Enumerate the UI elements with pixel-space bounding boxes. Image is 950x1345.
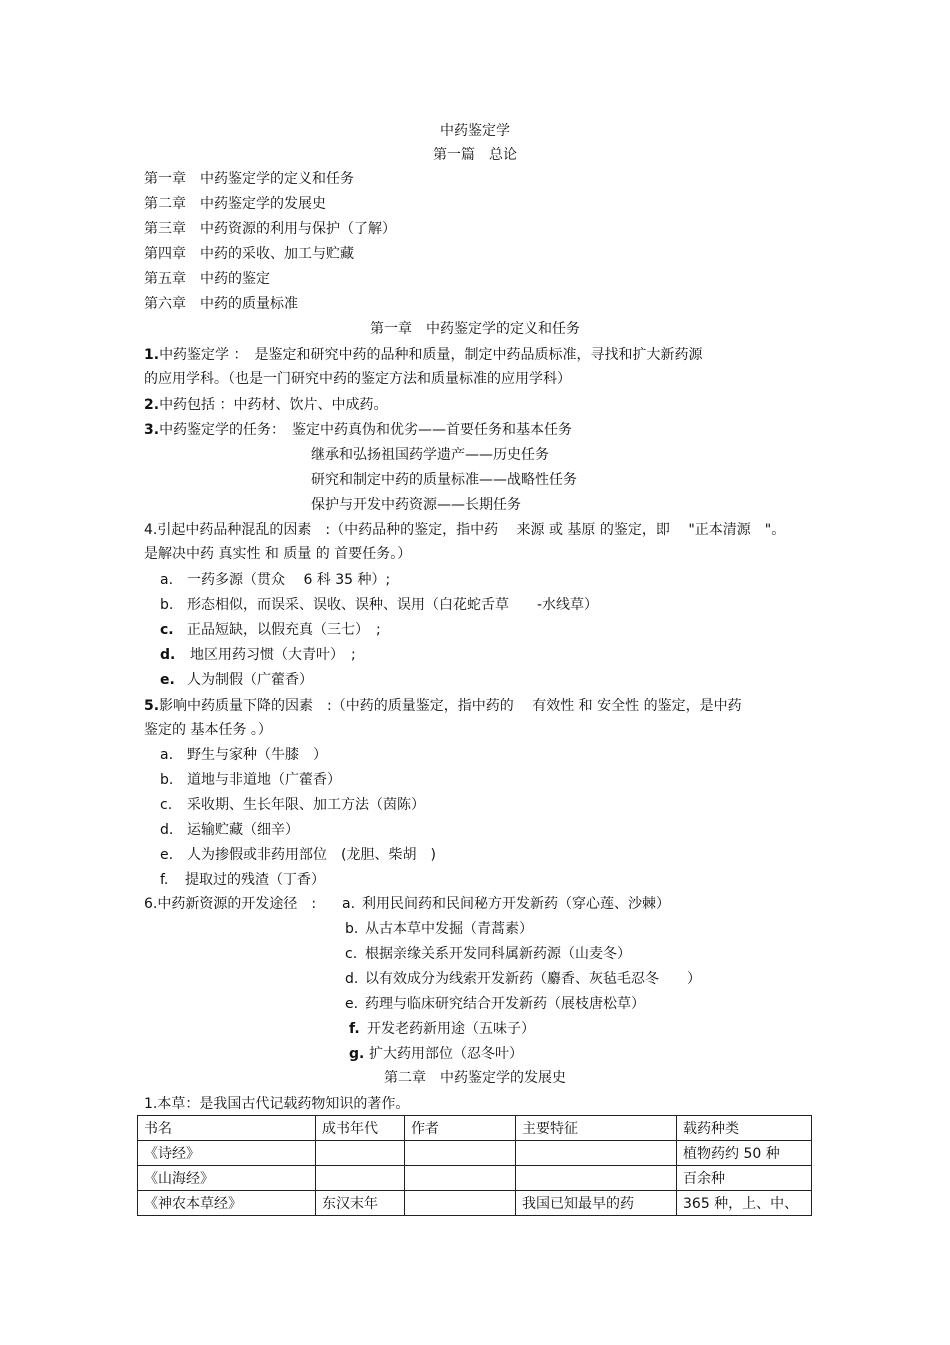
resource-item xyxy=(345,970,701,988)
item-text: 地区用药习惯（大青叶） ; xyxy=(190,647,356,663)
factor-item xyxy=(160,821,299,839)
item-text: 形态相似，而误采、误收、误种、误用（白花蛇舌草 -水线草） xyxy=(187,597,599,613)
item-text: 采收期、生长年限、加工方法（茵陈） xyxy=(187,797,425,813)
column-header: 主要特征 xyxy=(516,1116,677,1141)
factor-item xyxy=(160,796,425,814)
item-marker: d. xyxy=(345,971,359,987)
item-text: 开发老药新用途（五味子） xyxy=(367,1021,535,1037)
confusion-causes-line2: 是解决中药 真实性 和 质量 的 首要任务。） xyxy=(144,546,412,562)
item-marker: e. xyxy=(160,672,175,688)
definition-line2: 的应用学科。（也是一门研究中药的鉴定方法和质量标准的应用学科） xyxy=(144,371,571,387)
item-marker: b. xyxy=(345,921,359,937)
factor-item xyxy=(160,771,341,789)
toc-item: 第四章 中药的采收、加工与贮藏 xyxy=(144,246,354,262)
table-cell xyxy=(405,1166,516,1191)
toc-item: 第一章 中药鉴定学的定义和任务 xyxy=(144,171,354,187)
item-text: 道地与非道地（广藿香） xyxy=(187,772,341,788)
item-number: 3. xyxy=(144,422,160,438)
quality-factors-line1 xyxy=(144,697,742,715)
toc-item: 第三章 中药资源的利用与保护（了解） xyxy=(144,221,396,237)
cause-item xyxy=(160,646,356,664)
column-header: 成书年代 xyxy=(316,1116,405,1141)
tasks-line xyxy=(144,421,572,439)
item-marker: f. xyxy=(349,1021,360,1037)
item-marker: c. xyxy=(160,622,174,638)
item-marker: b. xyxy=(160,772,174,788)
doc-title: 中药鉴定学 xyxy=(440,123,510,139)
table-row xyxy=(138,1191,812,1216)
item-text: 正品短缺，以假充真（三七） ; xyxy=(187,622,381,638)
item-marker: c. xyxy=(345,946,358,962)
toc-item: 第六章 中药的质量标准 xyxy=(144,296,298,312)
column-header: 载药种类 xyxy=(677,1116,812,1141)
table-cell xyxy=(516,1166,677,1191)
task-item: 保护与开发中药资源——长期任务 xyxy=(311,497,521,513)
resource-item xyxy=(349,1020,535,1038)
table-cell xyxy=(405,1191,516,1216)
item-marker: e. xyxy=(160,847,174,863)
toc-item: 第五章 中药的鉴定 xyxy=(144,271,270,287)
cause-item xyxy=(160,571,391,589)
table-cell: 百余种 xyxy=(677,1166,812,1191)
column-header: 书名 xyxy=(138,1116,316,1141)
table-cell: 《神农本草经》 xyxy=(138,1191,316,1216)
confusion-causes-line1: 4.引起中药品种混乱的因素 :（中药品种的鉴定，指中药 来源 或 基原 的鉴定，即 "正本清源 "。 xyxy=(144,522,786,538)
definition-line1 xyxy=(144,346,703,364)
factor-item xyxy=(160,871,325,889)
item-text: 中药鉴定学 ： 是鉴定和研究中药的品种和质量，制定中药品质标准，寻找和扩大新药源 xyxy=(159,347,703,363)
item-text: 根据亲缘关系开发同科属新药源（山麦冬） xyxy=(365,946,631,962)
scope-line xyxy=(144,396,388,414)
item-text: 影响中药质量下降的因素 :（中药的质量鉴定，指中药的 有效性 和 安全性 的鉴定，是中药 xyxy=(159,698,742,714)
item-text: 运输贮藏（细辛） xyxy=(187,822,299,838)
table-cell: 365 种，上、中、 xyxy=(677,1191,812,1216)
item-text: 从古本草中发掘（青蒿素） xyxy=(365,921,533,937)
resource-item xyxy=(345,945,631,963)
table-cell: 《山海经》 xyxy=(138,1166,316,1191)
factor-item xyxy=(160,846,436,864)
cause-item xyxy=(160,671,313,689)
factor-item xyxy=(160,746,327,764)
item-text: 中药鉴定学的任务： 鉴定中药真伪和优劣——首要任务和基本任务 xyxy=(159,422,573,438)
table-header-row xyxy=(138,1116,812,1141)
item-text: 利用民间药和民间秘方开发新药（穿心莲、沙棘） xyxy=(362,896,670,912)
item-marker: g. xyxy=(349,1046,365,1062)
item-text: 药理与临床研究结合开发新药（展枝唐松草） xyxy=(365,996,645,1012)
item-marker: b. xyxy=(160,597,174,613)
table-cell: 我国已知最早的药 xyxy=(516,1191,677,1216)
item-marker: a. xyxy=(160,572,174,588)
item-marker: d. xyxy=(160,647,176,663)
resource-item xyxy=(349,1045,523,1063)
item-number: 5. xyxy=(144,698,160,714)
item-marker: c. xyxy=(160,797,173,813)
chapter1-heading: 第一章 中药鉴定学的定义和任务 xyxy=(370,321,580,337)
table-cell: 《诗经》 xyxy=(138,1141,316,1166)
item-text: 扩大药用部位（忍冬叶） xyxy=(369,1046,523,1062)
table-cell xyxy=(316,1166,405,1191)
item-number: 1. xyxy=(144,347,160,363)
table-cell: 植物药约 50 种 xyxy=(677,1141,812,1166)
column-header: 作者 xyxy=(405,1116,516,1141)
item-text: 一药多源（贯众 6 科 35 种）; xyxy=(187,572,391,588)
item-text: 中药包括 ：中药材、饮片、中成药。 xyxy=(159,397,388,413)
resource-item xyxy=(345,920,533,938)
item-marker: a. xyxy=(342,896,356,912)
item-text: 人为掺假或非药用部位 (龙胆、柴胡 ) xyxy=(187,847,436,863)
item-text: 人为制假（广藿香） xyxy=(187,672,313,688)
item-text: 野生与家种（牛膝 ） xyxy=(187,747,327,763)
new-resources-heading: 6.中药新资源的开发途径 : xyxy=(144,896,317,912)
task-item: 研究和制定中药的质量标准——战略性任务 xyxy=(311,472,577,488)
resource-item xyxy=(342,895,670,913)
chapter2-heading: 第二章 中药鉴定学的发展史 xyxy=(384,1070,566,1086)
resource-item xyxy=(345,995,645,1013)
item-marker: a. xyxy=(160,747,174,763)
task-item: 继承和弘扬祖国药学遗产——历史任务 xyxy=(311,447,549,463)
item-marker: f. xyxy=(160,872,169,888)
item-text: 提取过的残渣（丁香） xyxy=(185,872,325,888)
bencao-definition: 1.本草：是我国古代记载药物知识的著作。 xyxy=(144,1096,410,1112)
item-number: 2. xyxy=(144,397,160,413)
table-cell xyxy=(405,1141,516,1166)
cause-item xyxy=(160,621,381,639)
item-marker: d. xyxy=(160,822,174,838)
materia-medica-table xyxy=(137,1115,812,1216)
toc-item: 第二章 中药鉴定学的发展史 xyxy=(144,196,326,212)
item-text: 以有效成分为线索开发新药（麝香、灰毡毛忍冬 ） xyxy=(365,971,701,987)
table-cell xyxy=(316,1141,405,1166)
item-marker: e. xyxy=(345,996,359,1012)
table-row xyxy=(138,1141,812,1166)
table-row xyxy=(138,1166,812,1191)
table-cell: 东汉末年 xyxy=(316,1191,405,1216)
cause-item xyxy=(160,596,599,614)
table-cell xyxy=(516,1141,677,1166)
quality-factors-line2: 鉴定的 基本任务 。） xyxy=(144,722,272,738)
part-title: 第一篇 总论 xyxy=(433,147,517,163)
